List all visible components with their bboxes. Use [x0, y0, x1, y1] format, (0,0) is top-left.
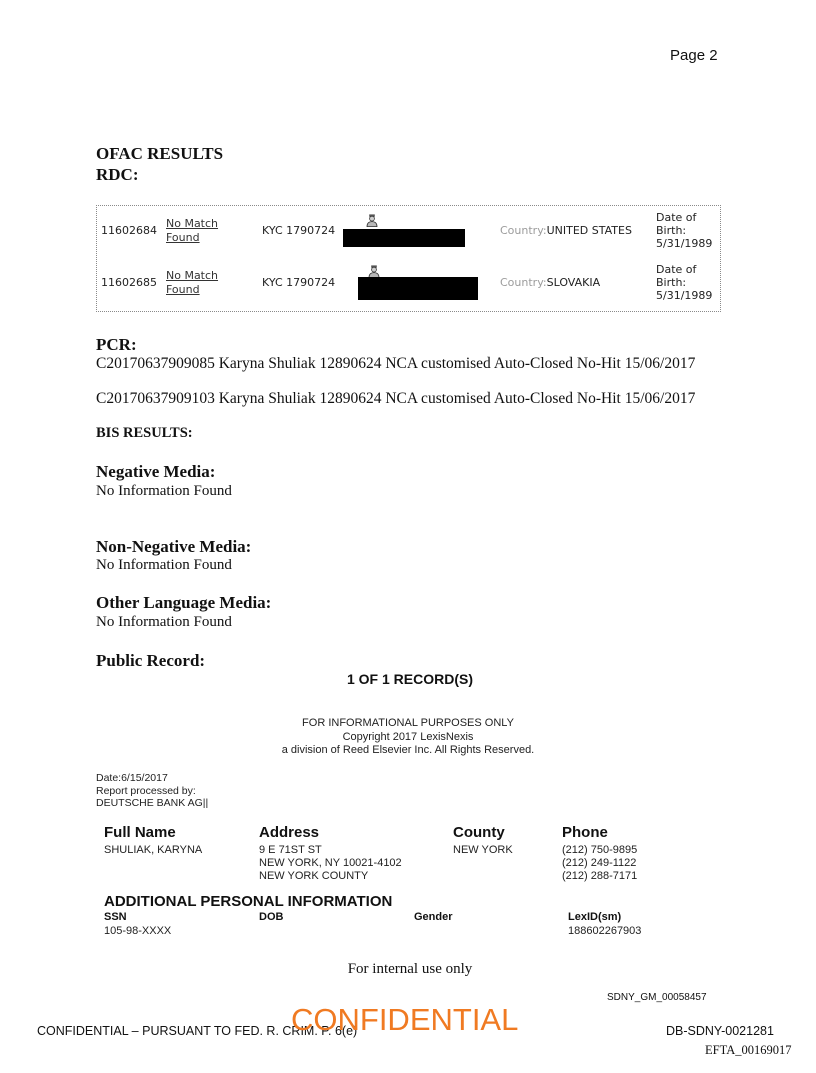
- country-field: [500, 224, 632, 238]
- country-value: SLOVAKIA: [546, 276, 601, 289]
- rdc-row: [97, 206, 720, 258]
- disclaimer: [0, 717, 816, 758]
- column-header-lexid: LexID(sm): [568, 911, 622, 923]
- redaction-box: [358, 277, 478, 300]
- no-match-found-link[interactable]: No Match Found: [166, 217, 219, 244]
- report-date: Date:6/15/2017: [96, 772, 168, 784]
- kyc-reference: KYC 1790724: [262, 276, 336, 289]
- non-negative-media-heading: Non-Negative Media:: [96, 537, 252, 556]
- report-processor: DEUTSCHE BANK AG||: [96, 797, 209, 809]
- rdc-results-table: [96, 205, 721, 312]
- column-header-dob: DOB: [259, 911, 284, 923]
- additional-info-heading: ADDITIONAL PERSONAL INFORMATION: [104, 893, 393, 910]
- public-record-heading: Public Record:: [96, 651, 206, 670]
- disclaimer-line: Copyright 2017 LexisNexis: [342, 730, 474, 743]
- lexid-value: 188602267903: [568, 925, 642, 937]
- phone-value: [562, 844, 637, 883]
- address-value: [259, 844, 402, 883]
- page-number: Page 2: [670, 47, 718, 64]
- dob-label: Date of Birth:: [656, 211, 697, 237]
- no-match-found-link[interactable]: No Match Found: [166, 269, 219, 296]
- kyc-reference: KYC 1790724: [262, 224, 336, 237]
- dob-value: 5/31/1989: [656, 237, 713, 250]
- phone-number: (212) 249-1122: [562, 857, 637, 869]
- country-value: UNITED STATES: [546, 224, 632, 237]
- phone-number: (212) 750-9895: [562, 844, 638, 856]
- record-count: 1 OF 1 RECORD(S): [346, 671, 473, 687]
- column-header-full-name: Full Name: [104, 824, 176, 841]
- efta-number: EFTA_00169017: [705, 1043, 792, 1057]
- county-text: NEW YORK: [453, 844, 513, 856]
- confidentiality-legend: CONFIDENTIAL – PURSUANT TO FED. R. CRIM. P. 6(e): [37, 1024, 358, 1038]
- report-processed-label: Report processed by:: [96, 784, 196, 797]
- confidential-stamp: CONFIDENTIAL: [291, 1002, 519, 1037]
- column-header-ssn: SSN: [104, 911, 127, 923]
- rdc-row: [97, 258, 720, 310]
- negative-media-heading: Negative Media:: [96, 462, 216, 481]
- dob-value: 5/31/1989: [656, 289, 713, 302]
- pcr-heading: PCR:: [96, 335, 137, 354]
- rdc-record-id: 11602685: [101, 276, 157, 289]
- dob-label: Date of Birth:: [656, 263, 697, 289]
- redaction-box: [343, 229, 465, 247]
- non-negative-media-result: No Information Found: [96, 557, 232, 573]
- rdc-heading: RDC:: [96, 165, 139, 184]
- country-label: Country:: [500, 224, 547, 237]
- column-header-phone: Phone: [562, 824, 608, 841]
- column-header-gender: Gender: [414, 911, 453, 923]
- disclaimer-line: a division of Reed Elsevier Inc. All Rights Reserved.: [281, 744, 535, 756]
- bates-number-gm: SDNY_GM_00058457: [607, 992, 707, 1003]
- address-line: NEW YORK, NY 10021-4102: [259, 857, 402, 869]
- pcr-entry: C20170637909103 Karyna Shuliak 12890624 NCA customised Auto-Closed No-Hit 15/06/2017: [96, 390, 696, 407]
- full-name-value: [104, 844, 202, 857]
- address-line: NEW YORK COUNTY: [259, 870, 369, 882]
- full-name-text: SHULIAK, KARYNA: [104, 844, 203, 856]
- ssn-value: 105-98-XXXX: [104, 925, 172, 937]
- rdc-record-id: 11602684: [101, 224, 157, 237]
- ofac-results-heading: OFAC RESULTS: [96, 144, 224, 163]
- pcr-entry: C20170637909085 Karyna Shuliak 12890624 NCA customised Auto-Closed No-Hit 15/06/2017: [96, 355, 696, 372]
- column-header-address: Address: [259, 824, 320, 841]
- country-label: Country:: [500, 276, 547, 289]
- negative-media-result: No Information Found: [96, 483, 232, 499]
- person-icon: [366, 214, 378, 227]
- county-value: [453, 844, 513, 857]
- bis-results-heading: BIS RESULTS:: [96, 425, 193, 441]
- other-language-media-heading: Other Language Media:: [96, 593, 272, 612]
- date-of-birth-field: [656, 211, 718, 250]
- internal-use-note: For internal use only: [347, 961, 473, 977]
- country-field: [500, 276, 600, 290]
- bates-number-db: DB-SDNY-0021281: [666, 1024, 774, 1038]
- column-header-county: County: [453, 824, 505, 841]
- date-of-birth-field: [656, 263, 718, 302]
- report-meta: [96, 772, 208, 810]
- disclaimer-line: FOR INFORMATIONAL PURPOSES ONLY: [302, 717, 514, 729]
- phone-number: (212) 288-7171: [562, 870, 638, 882]
- other-language-media-result: No Information Found: [96, 614, 232, 630]
- address-line: 9 E 71ST ST: [259, 844, 322, 856]
